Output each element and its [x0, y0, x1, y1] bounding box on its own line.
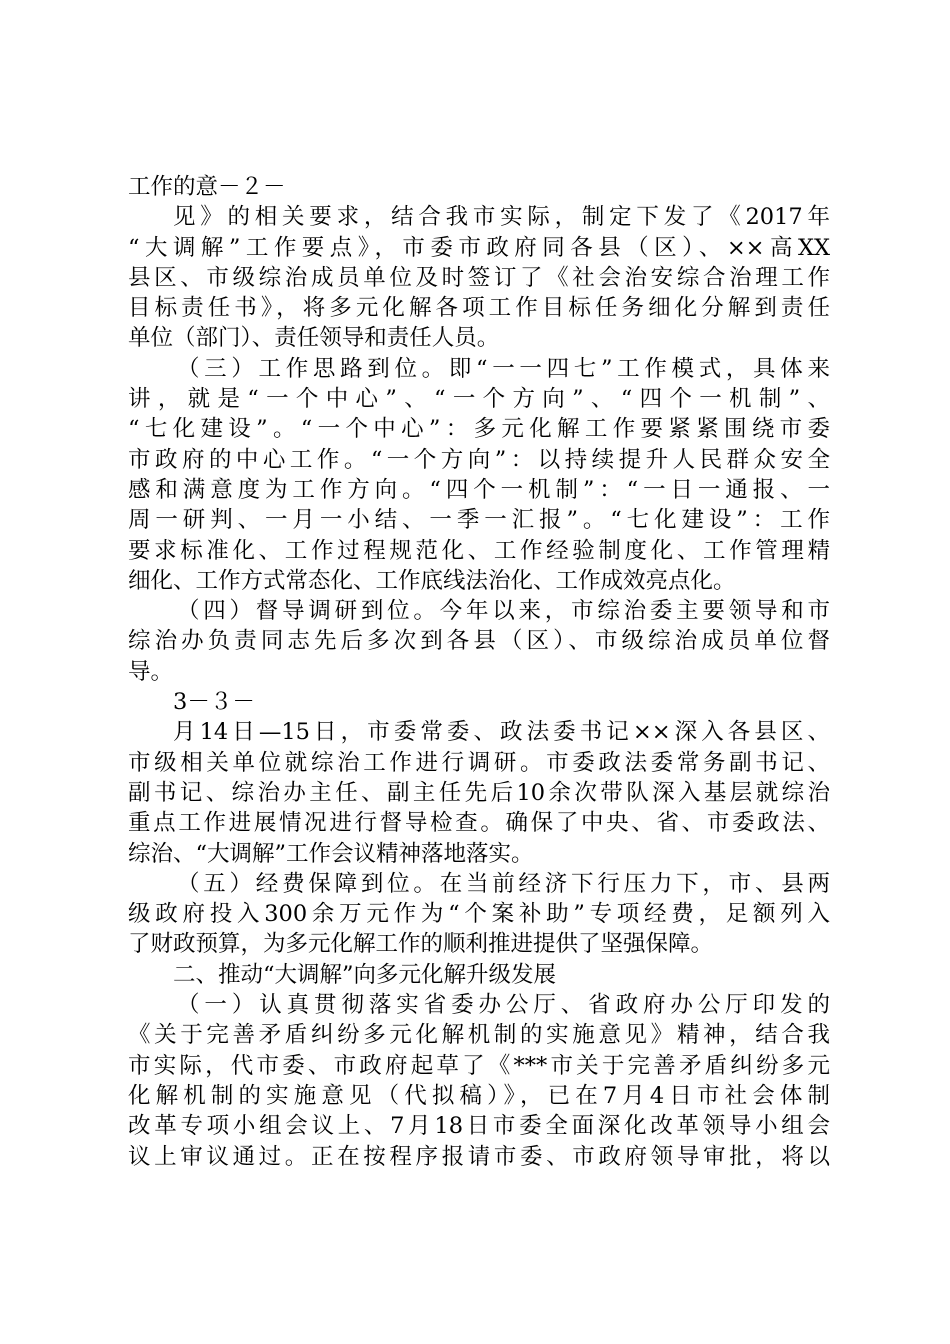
paragraph-line: 要求标准化、工作过程规范化、工作经验制度化、工作管理精 — [128, 537, 830, 564]
page-marker: 工作的意－２－ — [128, 174, 286, 200]
paragraph-line: 细化、工作方式常态化、工作底线法治化、工作成效亮点化。 — [128, 567, 736, 594]
paragraph-line: （一）认真贯彻落实省委办公厅、省政府办公厅印发的 — [177, 992, 830, 1019]
paragraph-line: 讲，就是“一个中心”、“一个方向”、“四个一机制”、 — [128, 386, 830, 413]
paragraph-line: 月14日—15日，市委常委、政法委书记××深入各县区、 — [173, 719, 830, 746]
paragraph-line: 了财政预算，为多元化解工作的顺利推进提供了坚强保障。 — [128, 931, 714, 958]
paragraph-line: 重点工作进展情况进行督导检查。确保了中央、省、市委政法、 — [128, 810, 830, 837]
paragraph-line: 市级相关单位就综治工作进行调研。市委政法委常务副书记、 — [128, 749, 830, 776]
page-marker: 3－３－ — [173, 689, 255, 716]
paragraph-line: 《关于完善矛盾纠纷多元化解机制的实施意见》精神，结合我 — [128, 1022, 830, 1049]
paragraph-line: （四）督导调研到位。今年以来，市综治委主要领导和市 — [177, 598, 830, 625]
paragraph-line: 市政府的中心工作。“一个方向”：以持续提升人民群众安全 — [128, 446, 830, 473]
paragraph-line: 综治办负责同志先后多次到各县（区）、市级综治成员单位督 — [128, 628, 830, 655]
section-heading: 二、推动“大调解”向多元化解升级发展 — [173, 961, 557, 988]
paragraph-line: 综治、“大调解”工作会议精神落地落实。 — [128, 840, 534, 867]
paragraph-line: “大调解”工作要点》，市委市政府同各县（区）、××高XX — [128, 234, 830, 261]
paragraph-line: 副书记、综治办主任、副主任先后10余次带队深入基层就综治 — [128, 779, 830, 806]
paragraph-line: 周一研判、一月一小结、一季一汇报”。“七化建设”：工作 — [128, 507, 830, 534]
paragraph-line: 导。 — [128, 658, 174, 685]
paragraph-line: （五）经费保障到位。在当前经济下行压力下，市、县两 — [177, 870, 830, 897]
paragraph-line: 目标责任书》，将多元化解各项工作目标任务细化分解到责任 — [128, 295, 830, 322]
document-body — [128, 172, 830, 1172]
paragraph-line: 化解机制的实施意见（代拟稿）》，已在7月4日市社会体制 — [128, 1082, 830, 1109]
paragraph-line: 改革专项小组会议上、7月18日市委全面深化改革领导小组会 — [128, 1113, 830, 1140]
paragraph-line: 见》的相关要求，结合我市实际，制定下发了《2017年 — [173, 204, 830, 231]
paragraph-line: 议上审议通过。正在按程序报请市委、市政府领导审批，将以 — [128, 1143, 830, 1170]
paragraph-line: （三）工作思路到位。即“一一四七”工作模式，具体来 — [177, 355, 830, 382]
paragraph-line: 单位（部门）、责任领导和责任人员。 — [128, 325, 500, 352]
paragraph-line: 市实际，代市委、市政府起草了《***市关于完善矛盾纠纷多元 — [128, 1052, 830, 1079]
paragraph-line: 感和满意度为工作方向。“四个一机制”：“一日一通报、一 — [128, 476, 830, 503]
paragraph-line: 县区、市级综治成员单位及时签订了《社会治安综合治理工作 — [128, 264, 830, 291]
paragraph-line: “七化建设”。“一个中心”：多元化解工作要紧紧围绕市委 — [128, 416, 830, 443]
paragraph-line: 级政府投入300余万元作为“个案补助”专项经费，足额列入 — [128, 901, 830, 928]
